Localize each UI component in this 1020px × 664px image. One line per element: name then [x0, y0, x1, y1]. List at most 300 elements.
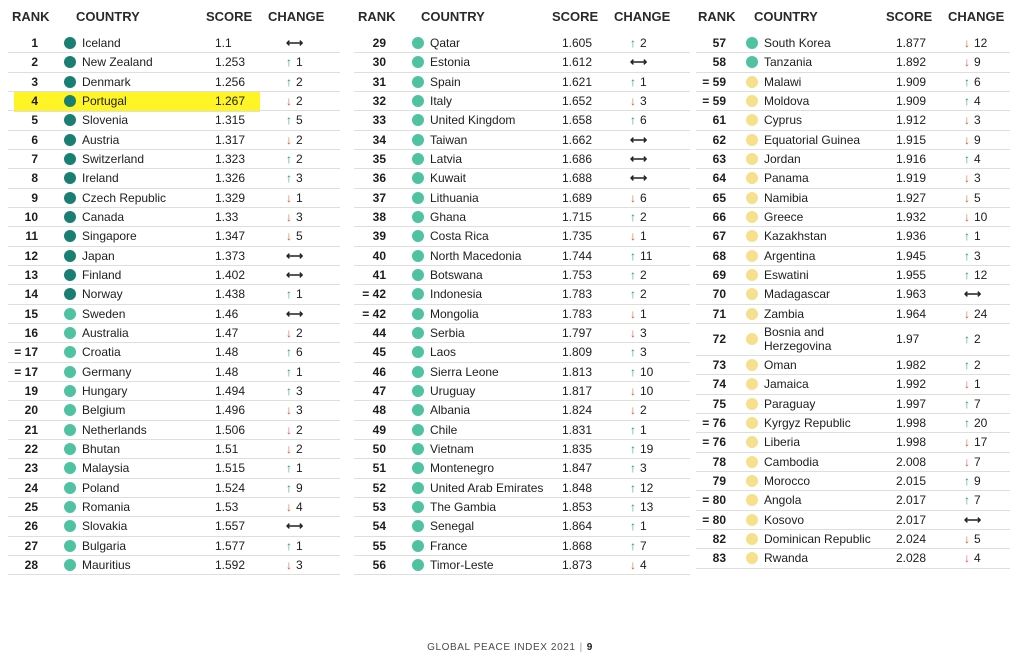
- rank-cell: 39: [372, 229, 386, 244]
- arrow-down-icon: ↓: [964, 435, 970, 450]
- rank-cell: 8: [31, 171, 38, 186]
- score-cell: 1.438: [215, 287, 246, 302]
- score-cell: 1.868: [562, 538, 593, 553]
- arrow-down-icon: ↓: [286, 326, 292, 341]
- score-cell: 1.992: [896, 377, 927, 392]
- score-cell: 1.936: [896, 229, 927, 244]
- table-row: [8, 440, 340, 459]
- change-value: 6: [640, 190, 647, 205]
- country-cell: Uruguay: [430, 384, 476, 399]
- peace-level-dot: [64, 308, 76, 320]
- change-value: 3: [296, 558, 303, 573]
- change-value: 12: [974, 268, 988, 283]
- table-row: [696, 34, 1010, 53]
- change-cell: [630, 94, 647, 108]
- table-row: [696, 73, 1010, 92]
- peace-level-dot: [64, 462, 76, 474]
- country-cell: Paraguay: [764, 396, 816, 411]
- rank-cell: 70: [712, 287, 726, 302]
- change-value: 3: [974, 171, 981, 186]
- rank-list: [696, 34, 1010, 569]
- score-cell: 1.612: [562, 55, 593, 70]
- change-cell: [964, 75, 981, 89]
- arrow-down-icon: ↓: [286, 210, 292, 225]
- arrow-up-icon: ↑: [286, 55, 292, 70]
- country-cell: United Kingdom: [430, 113, 516, 128]
- change-value: 3: [296, 403, 303, 418]
- table-row: [8, 266, 340, 285]
- table-row: [8, 227, 340, 246]
- country-cell: Argentina: [764, 248, 816, 263]
- table-row: [696, 53, 1010, 72]
- country-cell: Bulgaria: [82, 538, 127, 553]
- table-row: [354, 150, 690, 169]
- country-cell: Equatorial Guinea: [764, 132, 861, 147]
- score-cell: 1.652: [562, 94, 593, 109]
- country-cell: Laos: [430, 345, 457, 360]
- arrow-up-icon: ↑: [630, 519, 636, 534]
- table-row: [354, 227, 690, 246]
- arrow-up-icon: ↑: [964, 94, 970, 109]
- peace-level-dot: [746, 250, 758, 262]
- score-cell: 1.686: [562, 152, 593, 167]
- peace-level-dot: [412, 114, 424, 126]
- change-cell: [286, 133, 303, 147]
- table-row: [696, 414, 1010, 433]
- rank-cell: 57: [712, 36, 726, 51]
- arrow-up-icon: ↑: [630, 442, 636, 457]
- arrow-up-icon: ↑: [630, 461, 636, 476]
- rank-cell: 16: [24, 326, 38, 341]
- country-cell: Costa Rica: [430, 229, 489, 244]
- change-cell: [630, 539, 647, 553]
- table-row: [8, 343, 340, 362]
- arrow-up-icon: ↑: [630, 480, 636, 495]
- change-cell: [964, 94, 981, 108]
- country-cell: North Macedonia: [430, 248, 522, 263]
- change-value: 4: [296, 500, 303, 515]
- country-cell: Canada: [82, 210, 125, 225]
- country-cell: Slovenia: [82, 113, 129, 128]
- table-row: [354, 285, 690, 304]
- table-row: [8, 421, 340, 440]
- rank-cell: 63: [712, 152, 726, 167]
- ranking-column-3: [696, 0, 1010, 569]
- table-row: [354, 131, 690, 150]
- rank-cell: 74: [712, 377, 726, 392]
- rank-cell: 24: [24, 480, 38, 495]
- arrow-up-icon: ↑: [630, 500, 636, 515]
- peace-level-dot: [64, 385, 76, 397]
- arrow-down-icon: ↓: [286, 442, 292, 457]
- table-row: [354, 382, 690, 401]
- country-cell: Finland: [82, 268, 122, 283]
- table-row: [354, 343, 690, 362]
- arrow-up-icon: ↑: [286, 74, 292, 89]
- arrow-down-icon: ↓: [964, 113, 970, 128]
- table-row: [354, 305, 690, 324]
- arrow-down-icon: ↓: [630, 326, 636, 341]
- score-cell: 1.48: [215, 345, 239, 360]
- peace-level-dot: [412, 327, 424, 339]
- change-cell: [286, 365, 303, 379]
- page-number: 9: [586, 642, 593, 653]
- footer-separator: |: [579, 642, 583, 653]
- peace-level-dot: [746, 172, 758, 184]
- arrow-up-icon: ↑: [286, 538, 292, 553]
- score-cell: 1.783: [562, 306, 593, 321]
- score-cell: 1.912: [896, 113, 927, 128]
- rank-cell: 6: [31, 132, 38, 147]
- peace-level-dot: [64, 482, 76, 494]
- table-row: [8, 517, 340, 536]
- score-cell: 1.1: [215, 36, 232, 51]
- score-cell: 1.848: [562, 480, 593, 495]
- change-value: 2: [640, 36, 647, 51]
- change-cell: [630, 403, 647, 417]
- change-value: 3: [640, 326, 647, 341]
- peace-level-dot: [746, 494, 758, 506]
- rank-cell: 7: [31, 152, 38, 167]
- rank-cell: 78: [712, 454, 726, 469]
- country-cell: Switzerland: [82, 152, 145, 167]
- peace-level-dot: [746, 398, 758, 410]
- table-row: [696, 247, 1010, 266]
- peace-level-dot: [64, 559, 76, 571]
- arrow-up-icon: ↑: [964, 396, 970, 411]
- rank-cell: 29: [372, 36, 386, 51]
- country-cell: Sweden: [82, 306, 126, 321]
- score-cell: 1.753: [562, 268, 593, 283]
- change-cell: [630, 345, 647, 359]
- change-value: 2: [974, 358, 981, 373]
- peace-level-dot: [746, 333, 758, 345]
- peace-level-dot: [412, 172, 424, 184]
- peace-level-dot: [64, 230, 76, 242]
- country-cell: France: [430, 538, 468, 553]
- change-value: 1: [640, 519, 647, 534]
- change-value: 1: [974, 377, 981, 392]
- change-cell: [964, 435, 987, 449]
- rank-cell: 71: [712, 306, 726, 321]
- arrow-up-icon: ↑: [964, 229, 970, 244]
- rank-cell: = 42: [362, 287, 386, 302]
- country-cell: Belgium: [82, 403, 126, 418]
- peace-level-dot: [746, 552, 758, 564]
- arrow-down-icon: ↓: [630, 403, 636, 418]
- arrow-up-icon: ↑: [286, 287, 292, 302]
- ranking-column-1: [8, 0, 340, 575]
- peace-level-dot: [746, 514, 758, 526]
- change-header: CHANGE: [268, 9, 325, 24]
- arrow-up-icon: ↑: [630, 345, 636, 360]
- change-value: 2: [640, 287, 647, 302]
- arrow-down-icon: ↓: [630, 94, 636, 109]
- peace-level-dot: [64, 501, 76, 513]
- change-cell: [286, 210, 303, 224]
- peace-level-dot: [412, 443, 424, 455]
- no-change-icon: ⟷: [964, 287, 982, 302]
- table-row: [354, 479, 690, 498]
- change-cell: [964, 474, 981, 488]
- table-row: [8, 401, 340, 420]
- score-cell: 1.347: [215, 229, 246, 244]
- change-cell: [630, 481, 653, 495]
- country-cell: Rwanda: [764, 551, 809, 566]
- score-cell: 1.515: [215, 461, 246, 476]
- rank-cell: = 76: [702, 435, 726, 450]
- country-cell: Moldova: [764, 94, 810, 109]
- change-value: 1: [296, 190, 303, 205]
- rank-cell: 12: [24, 248, 38, 263]
- rank-cell: 37: [372, 190, 386, 205]
- peace-level-dot: [412, 153, 424, 165]
- score-cell: 1.402: [215, 268, 246, 283]
- peace-level-dot: [64, 153, 76, 165]
- country-cell: Morocco: [764, 474, 811, 489]
- rank-cell: 51: [372, 461, 386, 476]
- table-row: [8, 34, 340, 53]
- arrow-up-icon: ↑: [286, 345, 292, 360]
- change-cell: [286, 36, 304, 50]
- change-value: 2: [296, 152, 303, 167]
- table-row: [8, 498, 340, 517]
- peace-level-dot: [64, 192, 76, 204]
- table-row: [354, 247, 690, 266]
- country-cell: Japan: [82, 248, 115, 263]
- change-cell: [964, 191, 981, 205]
- peace-level-dot: [412, 230, 424, 242]
- score-cell: 1.955: [896, 268, 927, 283]
- change-value: 4: [974, 94, 981, 109]
- change-value: 6: [640, 113, 647, 128]
- country-cell: Oman: [764, 358, 797, 373]
- no-change-icon: ⟷: [630, 171, 648, 186]
- rank-cell: 32: [372, 94, 386, 109]
- change-value: 1: [640, 422, 647, 437]
- change-cell: [286, 423, 303, 437]
- score-cell: 1.909: [896, 94, 927, 109]
- table-row: [354, 111, 690, 130]
- peace-level-dot: [746, 95, 758, 107]
- change-value: 20: [974, 416, 988, 431]
- country-cell: Lithuania: [430, 190, 479, 205]
- score-cell: 1.817: [562, 384, 593, 399]
- change-cell: [964, 513, 982, 527]
- score-cell: 1.831: [562, 422, 593, 437]
- arrow-up-icon: ↑: [630, 538, 636, 553]
- table-row: [696, 150, 1010, 169]
- change-cell: [964, 332, 981, 346]
- arrow-down-icon: ↓: [964, 454, 970, 469]
- score-header: SCORE: [552, 9, 599, 24]
- no-change-icon: ⟷: [286, 306, 304, 321]
- arrow-up-icon: ↑: [630, 113, 636, 128]
- rank-cell: 2: [31, 55, 38, 70]
- score-cell: 1.998: [896, 416, 927, 431]
- table-row: [696, 511, 1010, 530]
- score-cell: 1.53: [215, 500, 239, 515]
- change-cell: [286, 152, 303, 166]
- country-cell: Ireland: [82, 171, 119, 186]
- rank-cell: 15: [24, 306, 38, 321]
- score-cell: 2.015: [896, 474, 927, 489]
- change-value: 7: [974, 396, 981, 411]
- change-cell: [286, 113, 303, 127]
- arrow-down-icon: ↓: [964, 210, 970, 225]
- rank-cell: 10: [24, 210, 38, 225]
- change-value: 3: [296, 210, 303, 225]
- peace-level-dot: [412, 211, 424, 223]
- rank-cell: 20: [24, 403, 38, 418]
- rank-cell: 75: [712, 396, 726, 411]
- rank-cell: 25: [24, 500, 38, 515]
- rank-list: [8, 34, 340, 575]
- table-row: [696, 266, 1010, 285]
- change-cell: [630, 558, 647, 572]
- rank-cell: 82: [712, 532, 726, 547]
- change-value: 9: [974, 55, 981, 70]
- change-cell: [964, 455, 981, 469]
- score-cell: 1.97: [896, 332, 920, 347]
- change-value: 3: [640, 461, 647, 476]
- arrow-up-icon: ↑: [630, 248, 636, 263]
- table-row: [354, 459, 690, 478]
- page-footer: [0, 642, 1020, 653]
- score-cell: 1.916: [896, 152, 927, 167]
- rank-cell: 49: [372, 422, 386, 437]
- peace-level-dot: [746, 114, 758, 126]
- change-cell: [964, 416, 987, 430]
- country-cell: Bhutan: [82, 442, 121, 457]
- peace-level-dot: [412, 76, 424, 88]
- peace-level-dot: [746, 475, 758, 487]
- peace-level-dot: [64, 540, 76, 552]
- change-cell: [286, 345, 303, 359]
- rank-cell: 50: [372, 442, 386, 457]
- rank-cell: 27: [24, 538, 38, 553]
- country-cell: Sierra Leone: [430, 364, 499, 379]
- arrow-up-icon: ↑: [630, 422, 636, 437]
- arrow-up-icon: ↑: [286, 364, 292, 379]
- change-value: 4: [974, 551, 981, 566]
- change-cell: [286, 558, 303, 572]
- table-row: [8, 285, 340, 304]
- change-value: 1: [640, 306, 647, 321]
- country-cell: Cambodia: [764, 454, 819, 469]
- no-change-icon: ⟷: [630, 132, 648, 147]
- score-cell: 1.892: [896, 55, 927, 70]
- score-cell: 1.963: [896, 287, 927, 302]
- score-cell: 1.864: [562, 519, 593, 534]
- arrow-down-icon: ↓: [964, 377, 970, 392]
- peace-level-dot: [746, 417, 758, 429]
- arrow-up-icon: ↑: [630, 268, 636, 283]
- country-cell: Czech Republic: [82, 190, 167, 205]
- change-value: 7: [640, 538, 647, 553]
- ranking-column-2: [354, 0, 690, 575]
- change-value: 11: [640, 248, 653, 263]
- change-cell: [286, 287, 303, 301]
- score-cell: 1.847: [562, 461, 593, 476]
- table-row: [8, 556, 340, 575]
- table-row: [8, 537, 340, 556]
- score-cell: 1.329: [215, 190, 246, 205]
- change-value: 1: [296, 364, 303, 379]
- change-value: 3: [296, 384, 303, 399]
- score-cell: 1.927: [896, 190, 927, 205]
- score-cell: 1.496: [215, 403, 246, 418]
- peace-level-dot: [64, 114, 76, 126]
- country-cell: Bosnia and Herzegovina: [764, 325, 832, 354]
- score-cell: 1.813: [562, 364, 593, 379]
- table-row: [696, 131, 1010, 150]
- table-row: [696, 169, 1010, 188]
- country-cell: Italy: [430, 94, 453, 109]
- score-cell: 1.735: [562, 229, 593, 244]
- country-cell: Romania: [82, 500, 131, 515]
- change-value: 5: [974, 190, 981, 205]
- arrow-up-icon: ↑: [286, 461, 292, 476]
- peace-level-dot: [64, 327, 76, 339]
- rank-cell: 41: [372, 268, 386, 283]
- arrow-down-icon: ↓: [964, 171, 970, 186]
- country-header: COUNTRY: [421, 9, 485, 24]
- country-cell: Malaysia: [82, 461, 130, 476]
- arrow-up-icon: ↑: [964, 474, 970, 489]
- change-value: 1: [640, 74, 647, 89]
- arrow-up-icon: ↑: [286, 480, 292, 495]
- change-cell: [964, 268, 987, 282]
- country-cell: Portugal: [82, 94, 127, 109]
- rank-cell: 61: [712, 113, 726, 128]
- peace-level-dot: [746, 456, 758, 468]
- arrow-up-icon: ↑: [630, 74, 636, 89]
- change-value: 5: [974, 532, 981, 547]
- peace-level-dot: [412, 56, 424, 68]
- table-row: [696, 189, 1010, 208]
- change-value: 10: [640, 364, 654, 379]
- peace-level-dot: [746, 378, 758, 390]
- arrow-down-icon: ↓: [286, 500, 292, 515]
- peace-level-dot: [746, 533, 758, 545]
- change-cell: [286, 171, 303, 185]
- score-cell: 1.997: [896, 396, 927, 411]
- arrow-up-icon: ↑: [286, 113, 292, 128]
- table-row: [696, 356, 1010, 375]
- score-cell: 1.909: [896, 74, 927, 89]
- score-cell: 1.689: [562, 190, 593, 205]
- change-cell: [630, 229, 647, 243]
- country-cell: Dominican Republic: [764, 532, 871, 547]
- country-cell: Serbia: [430, 326, 465, 341]
- rank-cell: 38: [372, 210, 386, 225]
- country-cell: Senegal: [430, 519, 475, 534]
- table-row: [696, 227, 1010, 246]
- arrow-up-icon: ↑: [964, 248, 970, 263]
- rank-cell: 46: [372, 364, 386, 379]
- change-cell: [286, 539, 303, 553]
- peace-level-dot: [412, 540, 424, 552]
- country-cell: Austria: [82, 132, 120, 147]
- rank-cell: 26: [24, 519, 38, 534]
- table-row: [8, 479, 340, 498]
- rank-cell: 5: [31, 113, 38, 128]
- arrow-down-icon: ↓: [286, 229, 292, 244]
- peace-level-dot: [64, 76, 76, 88]
- change-cell: [286, 249, 304, 263]
- rank-cell: 40: [372, 248, 386, 263]
